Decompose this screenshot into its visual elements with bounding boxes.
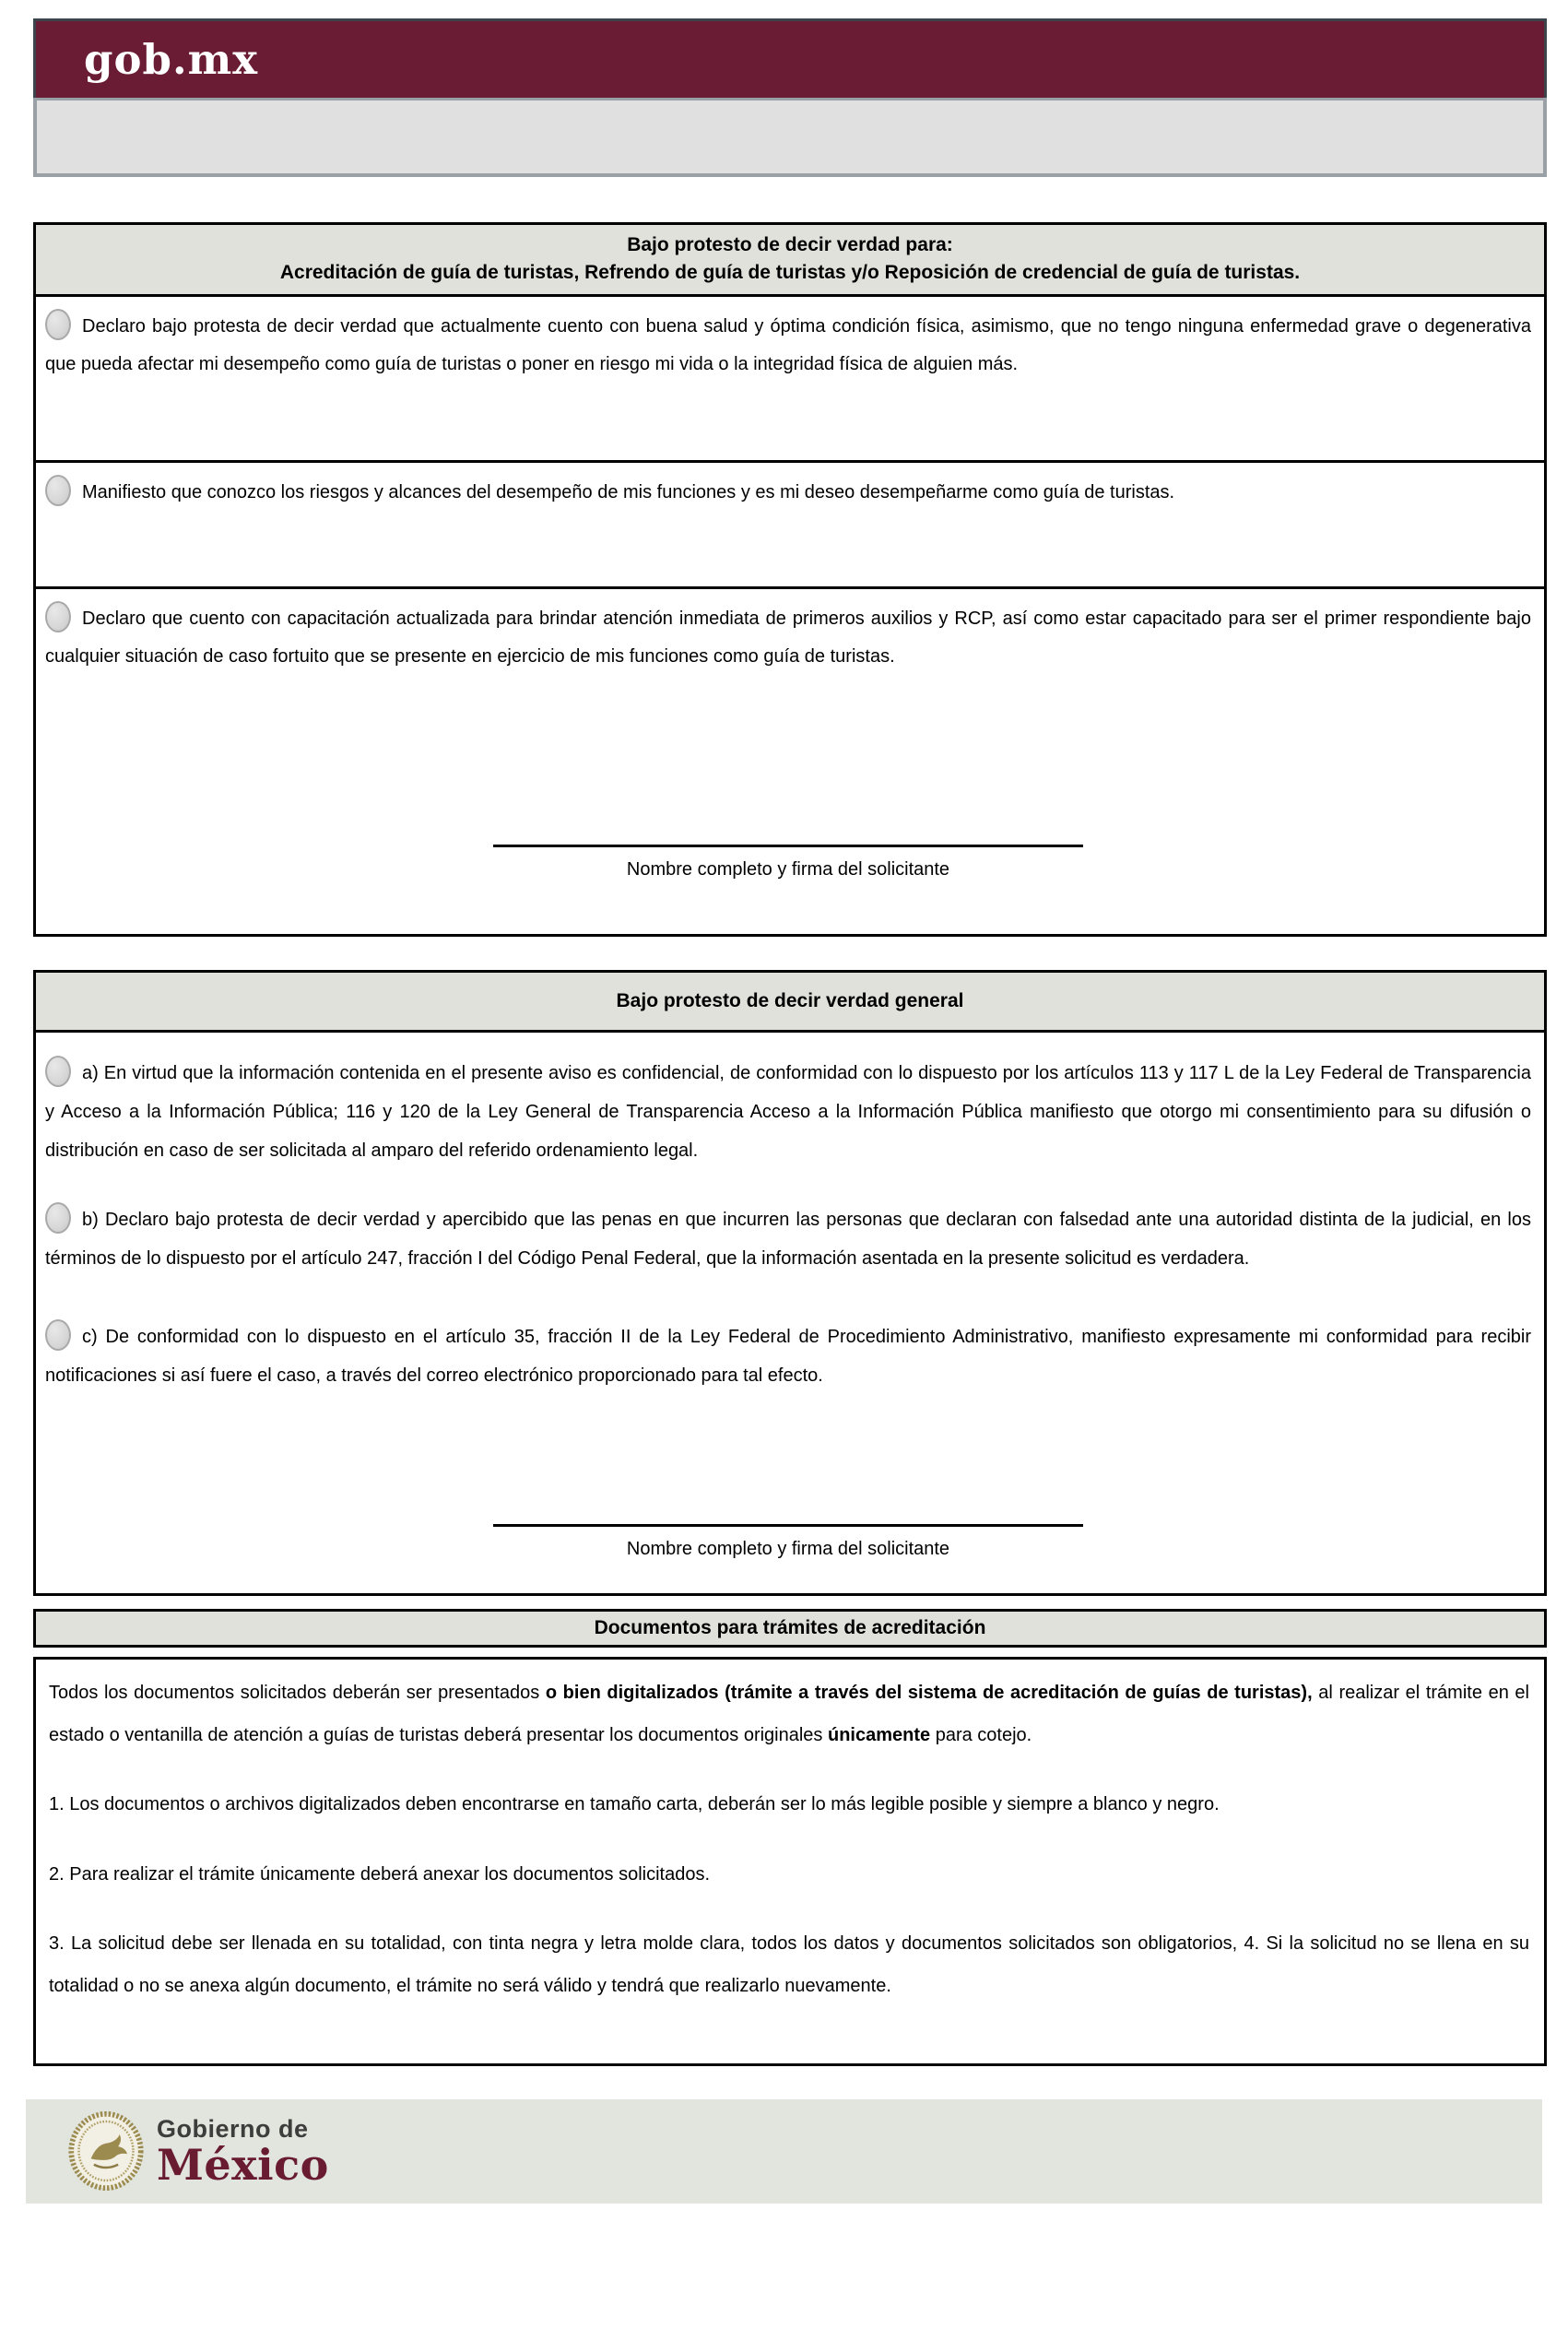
- radio-declaracion-a[interactable]: [45, 1056, 71, 1087]
- declaration-text-salud: Declaro bajo protesta de decir verdad que actualmente cuento con buena salud y óptima condición física, asimismo, que no tengo ninguna enfermedad grave o degenerativa que pueda afectar mi desempeño como guía de turistas o poner en riesgo mi vida o la integridad física de alguien más.: [45, 315, 1531, 375]
- declaration-text-c: c) De conformidad con lo dispuesto en el artículo 35, fracción II de la Ley Federal de Procedimiento Administrativo, manifiesto expresamente mi conformidad para recibir notificaciones si así fuere el caso, a través del correo electrónico proporcionado para tal efecto.: [45, 1327, 1531, 1386]
- gov-line2: México: [157, 2139, 329, 2190]
- declaration-text-primeros-auxilios: Declaro que cuento con capacitación actualizada para brindar atención inmediata de primeros auxilios y RCP, así como estar capacitado para ser el primer respondiente bajo cualquier situación de caso fortuito que se presente en ejercicio de mis funciones como guía de turistas.: [45, 608, 1531, 668]
- section3-body: [36, 1660, 1544, 2063]
- gobierno-de-mexico-logo: [26, 2111, 329, 2191]
- declaration-row-c: [45, 1318, 1531, 1395]
- declaration-row-primeros-auxilios: [36, 586, 1544, 934]
- footer: [26, 2099, 1542, 2204]
- section-documentos: [33, 1657, 1547, 2066]
- documents-item-1: 1. Los documentos o archivos digitalizados deben encontrarse en tamaño carta, deberán ser lo más legible posible y siempre a blanco y negro.: [49, 1794, 1220, 1815]
- section1-title-line2: Acreditación de guía de turistas, Refrendo de guía de turistas y/o Reposición de credencial de guía de turistas.: [279, 262, 1301, 284]
- section-declaracion-general: [33, 970, 1547, 1596]
- declaration-row-riesgos: [36, 460, 1544, 586]
- signature-label-2: Nombre completo y firma del solicitante: [626, 1539, 950, 1560]
- radio-declaracion-salud[interactable]: [45, 309, 71, 340]
- page: [0, 18, 1568, 2204]
- documents-item-3: 3. La solicitud debe ser llenada en su totalidad, con tinta negra y letra molde clara, todos los datos y documentos solicitados son obligatorios, 4. Si la solicitud no se llena en su totalidad o no se anexa algún documento, el trámite no será válido y tendrá que realizarlo nuevamente.: [49, 1933, 1529, 1997]
- gobmx-logo[interactable]: gob.mx: [84, 35, 259, 84]
- documents-item-2: 2. Para realizar el trámite únicamente deberá anexar los documentos solicitados.: [49, 1863, 711, 1885]
- gov-line1: Gobierno de: [157, 2114, 309, 2143]
- declaration-text-a: a) En virtud que la información contenida en el presente aviso es confidencial, de conformidad con lo dispuesto por los artículos 113 y 117 L de la Ley Federal de Transparencia y Acceso a la Información Pública; 116 y 120 de la Ley General de Transparencia Acceso a la Información Pública manifiesto que otorgo mi consentimiento para su difusión o distribución en caso de ser solicitada al amparo del referido ordenamiento legal.: [45, 1063, 1531, 1161]
- section3-title: Documentos para trámites de acreditación: [33, 1609, 1547, 1648]
- section-declaraciones-especificas: [33, 222, 1547, 937]
- header-gray-bar: [33, 98, 1547, 177]
- declaration-row-b: [45, 1201, 1531, 1278]
- declaration-text-b: b) Declaro bajo protesta de decir verdad y apercibido que las penas en que incurren las personas que declaran con falsedad ante una autoridad distinta de la judicial, en los términos de lo dispuesto por el artículo 247, fracción I del Código Penal Federal, que la información asentada en la presente solicitud es verdadera.: [45, 1210, 1531, 1269]
- section2-body: [36, 1033, 1544, 1593]
- eagle-seal-icon: [68, 2111, 144, 2191]
- spacer: [0, 1596, 1568, 1609]
- declaration-text-riesgos: Manifiesto que conozco los riesgos y alcances del desempeño de mis funciones y es mi deseo desempeñarme como guía de turistas.: [82, 481, 1175, 502]
- gov-text: [157, 2114, 329, 2190]
- gobmx-brand-bar: [33, 18, 1547, 98]
- signature-label-1: Nombre completo y firma del solicitante: [626, 859, 950, 880]
- spacer: [0, 177, 1568, 222]
- radio-declaracion-primeros-auxilios[interactable]: [45, 601, 71, 632]
- radio-declaracion-c[interactable]: [45, 1319, 71, 1351]
- radio-declaracion-b[interactable]: [45, 1202, 71, 1234]
- site-header: [33, 18, 1547, 177]
- spacer: [0, 937, 1568, 970]
- section1-title: [36, 225, 1544, 297]
- radio-declaracion-riesgos[interactable]: [45, 475, 71, 506]
- documents-intro: Todos los documentos solicitados deberán ser presentados o bien digitalizados (trámite a través del sistema de acreditación de guías de turistas), al realizar el trámite en el estado o ventanilla de atención a guías de turistas deberá presentar los documentos originales únicamente para cotejo.: [49, 1683, 1529, 1745]
- declaration-row-salud: [36, 297, 1544, 460]
- signature-block-1: [45, 845, 1531, 890]
- signature-block-2: [45, 1524, 1531, 1569]
- declaration-row-a: [45, 1055, 1531, 1170]
- section2-title: Bajo protesto de decir verdad general: [36, 973, 1544, 1033]
- section1-title-line1: Bajo protesto de decir verdad para:: [627, 234, 953, 255]
- spacer: [0, 1648, 1568, 1657]
